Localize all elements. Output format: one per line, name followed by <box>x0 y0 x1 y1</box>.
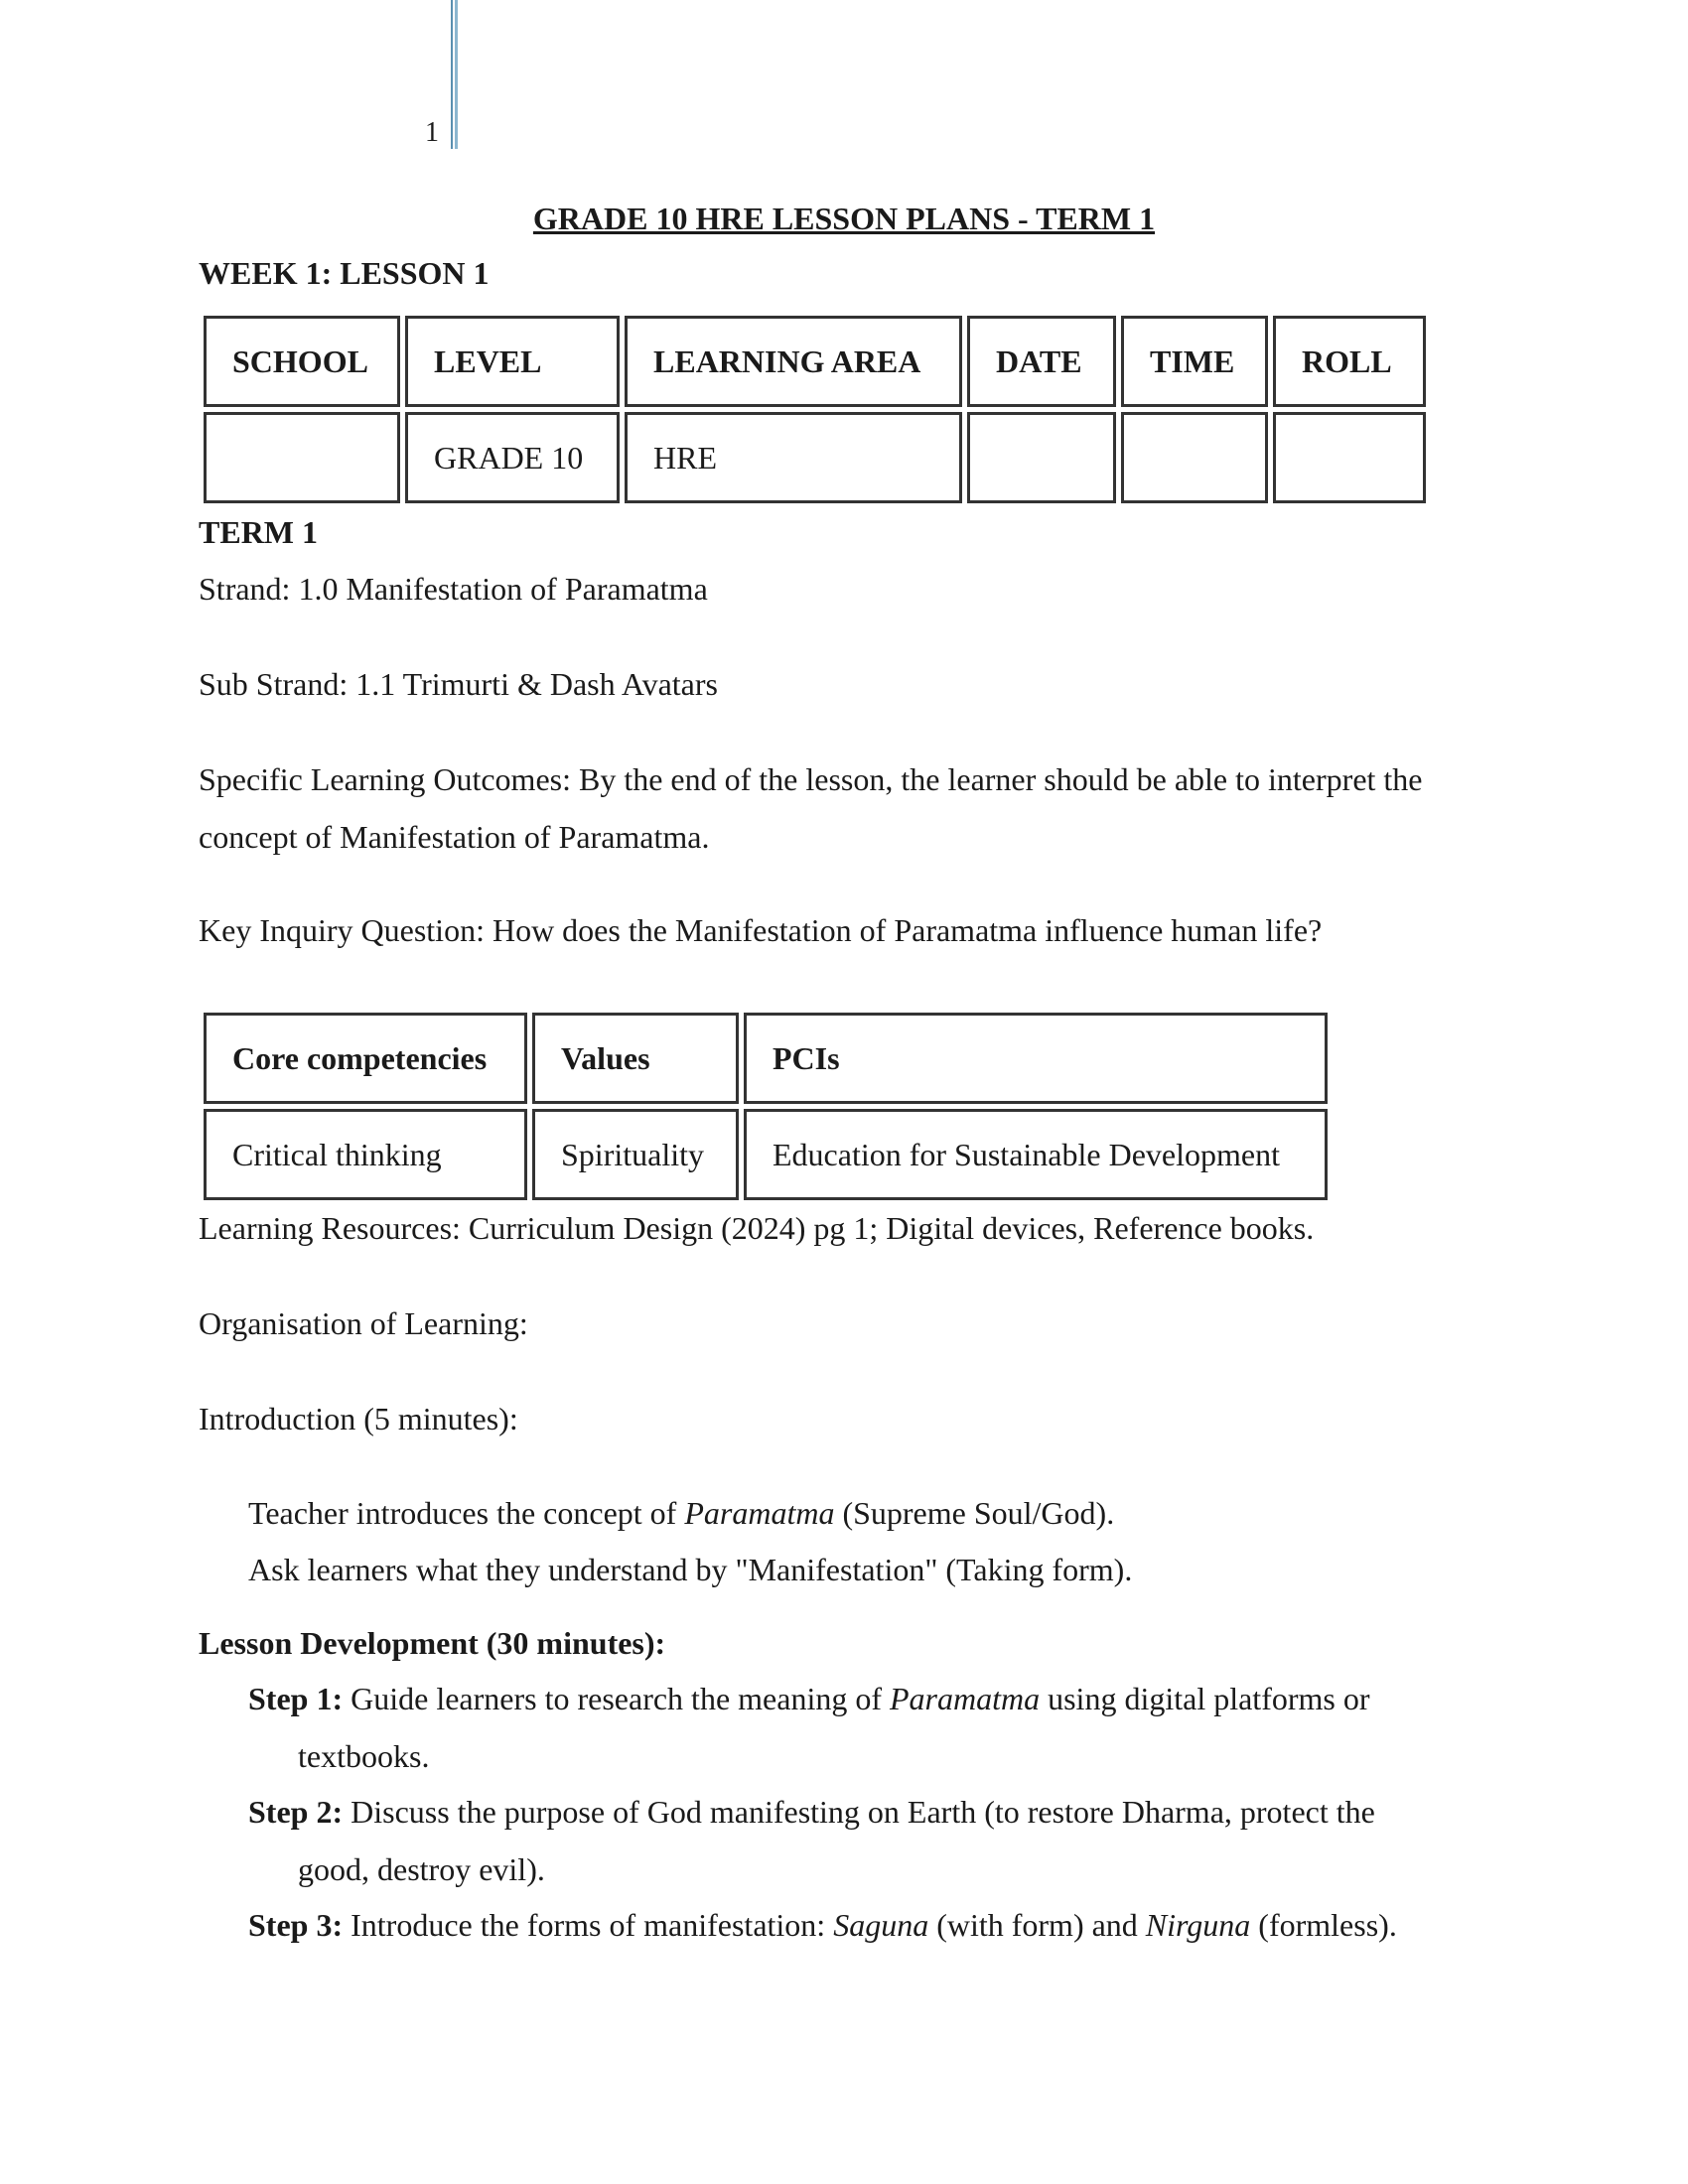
step-label: Step 2: <box>248 1794 344 1830</box>
header-roll: ROLL <box>1273 316 1426 407</box>
step-text: (formless). <box>1250 1907 1397 1943</box>
header-date: DATE <box>967 316 1116 407</box>
cell-school <box>204 412 400 503</box>
strand: Strand: 1.0 Manifestation of Paramatma <box>199 571 708 607</box>
lesson-info-table <box>199 311 1431 508</box>
competency-table <box>199 1008 1333 1205</box>
cell-date <box>967 412 1116 503</box>
step-text: using digital platforms or <box>1040 1681 1370 1716</box>
learning-resources: Learning Resources: Curriculum Design (2024) pg 1; Digital devices, Reference books. <box>199 1210 1315 1246</box>
step-emphasis: Saguna <box>833 1907 929 1943</box>
term-heading: TERM 1 <box>199 514 318 550</box>
step-text: Discuss the purpose of God manifesting on Earth (to restore Dharma, protect the <box>343 1794 1375 1830</box>
step-emphasis: Paramatma <box>889 1681 1041 1716</box>
intro-text: (Supreme Soul/God). <box>834 1495 1115 1531</box>
cell-pci: Education for Sustainable Development <box>744 1109 1328 1200</box>
cell-value: Spirituality <box>532 1109 739 1200</box>
step-emphasis: Nirguna <box>1145 1907 1251 1943</box>
step-1-continuation: textbooks. <box>298 1738 430 1774</box>
table-header-row <box>204 316 1426 407</box>
table-row <box>204 412 1426 503</box>
cell-level: GRADE 10 <box>405 412 620 503</box>
step-text: Guide learners to research the meaning of <box>343 1681 890 1716</box>
cell-core-competency: Critical thinking <box>204 1109 527 1200</box>
step-2 <box>248 1783 1375 1841</box>
header-core-competencies: Core competencies <box>204 1013 527 1104</box>
key-inquiry-question: Key Inquiry Question: How does the Manifestation of Paramatma influence human life? <box>199 912 1323 948</box>
header-level: LEVEL <box>405 316 620 407</box>
header-school: SCHOOL <box>204 316 400 407</box>
step-2-continuation: good, destroy evil). <box>298 1851 545 1887</box>
margin-rule <box>451 0 458 149</box>
step-1 <box>248 1670 1370 1727</box>
step-label: Step 1: <box>248 1681 344 1716</box>
table-row <box>204 1109 1328 1200</box>
week-heading: WEEK 1: LESSON 1 <box>199 255 490 291</box>
intro-text: Teacher introduces the concept of <box>248 1495 685 1531</box>
intro-emphasis: Paramatma <box>684 1495 835 1531</box>
introduction-line-1 <box>248 1484 1114 1542</box>
step-text: Introduce the forms of manifestation: <box>343 1907 834 1943</box>
header-learning-area: LEARNING AREA <box>625 316 962 407</box>
header-time: TIME <box>1121 316 1268 407</box>
step-label: Step 3: <box>248 1907 344 1943</box>
learning-outcomes-line-1: Specific Learning Outcomes: By the end of the lesson, the learner should be able to interpret the <box>199 761 1423 797</box>
step-text: (with form) and <box>928 1907 1146 1943</box>
table-header-row <box>204 1013 1328 1104</box>
page-number: 1 <box>425 117 439 148</box>
introduction-heading: Introduction (5 minutes): <box>199 1401 518 1436</box>
introduction-line-2: Ask learners what they understand by "Manifestation" (Taking form). <box>248 1552 1133 1587</box>
document-title: GRADE 10 HRE LESSON PLANS - TERM 1 <box>532 201 1156 236</box>
header-pcis: PCIs <box>744 1013 1328 1104</box>
organisation-of-learning: Organisation of Learning: <box>199 1305 528 1341</box>
learning-outcomes-line-2: concept of Manifestation of Paramatma. <box>199 819 710 855</box>
cell-time <box>1121 412 1268 503</box>
step-3 <box>248 1896 1397 1954</box>
header-values: Values <box>532 1013 739 1104</box>
sub-strand: Sub Strand: 1.1 Trimurti & Dash Avatars <box>199 666 718 702</box>
cell-learning-area: HRE <box>625 412 962 503</box>
cell-roll <box>1273 412 1426 503</box>
lesson-development-heading: Lesson Development (30 minutes): <box>199 1625 666 1661</box>
